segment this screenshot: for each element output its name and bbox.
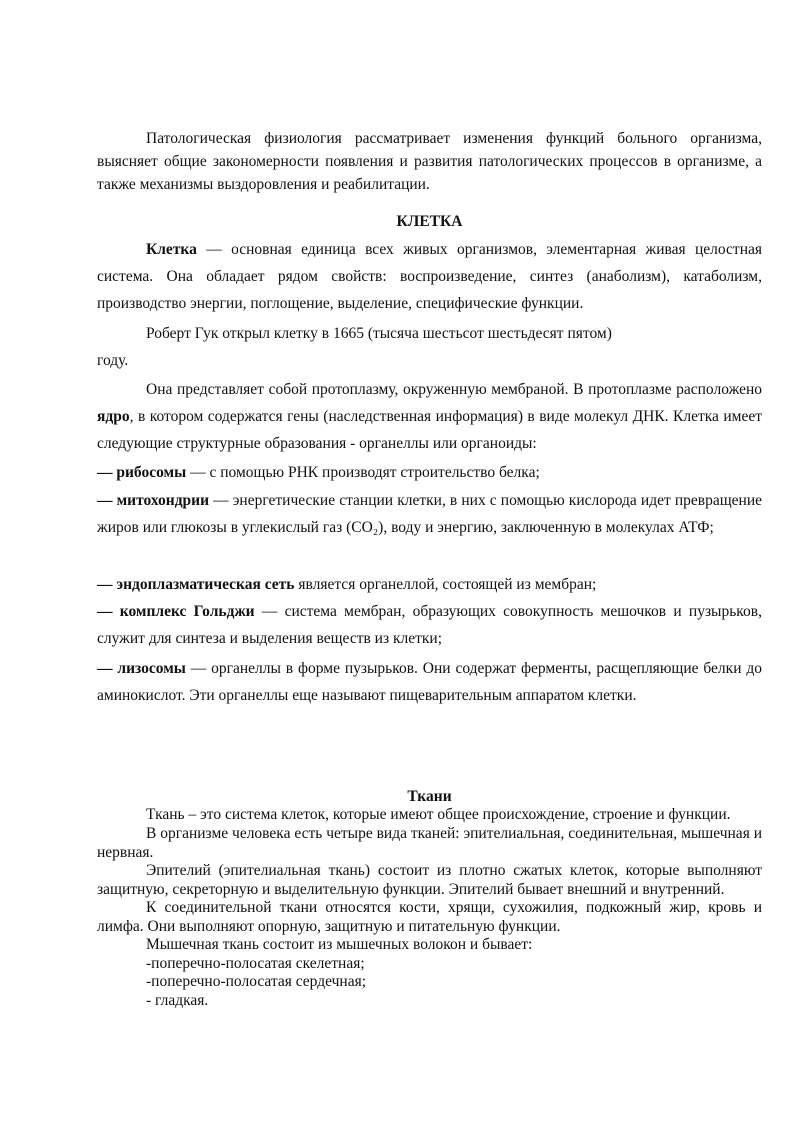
tissue-paragraph-2: В организме человека есть четыре вида тканей: эпителиальная, соединительная, мышечная и нервная. (97, 825, 762, 861)
tissue-paragraph-3: Эпителий (эпителиальная ткань) состоит из плотно сжатых клеток, которые выполняют защитную, секреторную и выделительную функции. Эпителий бывает внешний и внутренний. (97, 862, 762, 898)
organelle-term: — митохондрии (97, 492, 210, 509)
organelle-term: — комплекс Гольджи (97, 603, 255, 620)
intro-paragraph: Патологическая физиология рассматривает изменения функций больного организма, выясняет общие закономерности появления и развития патологических процессов в организме, а также механизмы выздоровления и реабилитации. (97, 130, 762, 193)
protoplasm-text-b: , в котором содержатся гены (наследственная информация) в виде молекул ДНК. Клетка имеет следующие структурные образования - органеллы или органоиды: (97, 408, 762, 452)
tissue-paragraph-4: К соединительной ткани относятся кости, хрящи, сухожилия, подкожный жир, кровь и лимфа. Они выполняют опорную, защитную и питательную функции. (97, 899, 762, 935)
cell-definition-text: — основная единица всех живых организмов, элементарная живая целостная система. Она обладает рядом свойств: воспроизведение, синтез (анаболизм), катаболизм, производство энергии, поглощение, выделение, специфические функции. (97, 241, 762, 312)
cell-term: Клетка (146, 241, 197, 258)
organelle-term: — эндоплазматическая сеть (97, 576, 295, 593)
organelle-mitochondria (97, 487, 762, 541)
organelle-term: — лизосомы (97, 660, 186, 677)
organelle-text: — с помощью РНК производят строительство белка; (186, 464, 540, 481)
tissue-paragraph-5: Мышечная ткань состоит из мышечных волокон и бывает: (146, 936, 533, 953)
muscle-type-list-item: -поперечно-полосатая сердечная; (146, 973, 367, 990)
organelle-text: — система мембран, образующих совокупность мешочков и пузырьков, служит для синтеза и выделения веществ из клетки; (97, 603, 762, 647)
muscle-type-list-item: - гладкая. (146, 992, 209, 1009)
organelle-text: является органеллой, состоящей из мембран; (294, 576, 597, 593)
organelle-golgi (97, 598, 762, 652)
hooke-tail: году. (97, 352, 129, 369)
muscle-type-list-item: -поперечно-полосатая скелетная; (146, 955, 365, 972)
organelle-term: — рибосомы (97, 464, 187, 481)
protoplasm-paragraph (97, 376, 762, 457)
organelle-text: — энергетические станции клетки, в них с помощью кислорода идет превращение жиров или глюкозы в углекислый газ (CO₂), воду и энергию, заключенную в молекулах АТФ; (97, 492, 762, 536)
organelle-lysosomes (97, 655, 762, 709)
protoplasm-text-a: Она представляет собой протоплазму, окруженную мембраной. В протоплазме расположено (146, 381, 762, 398)
organelle-ribosomes (97, 459, 762, 486)
organelle-text: — органеллы в форме пузырьков. Они содержат ферменты, расщепляющие белки до аминокислот. Эти органеллы еще называют пищеварительным аппаратом клетки. (97, 660, 763, 704)
tissue-paragraph-1: Ткань – это система клеток, которые имеют общее происхождение, строение и функции. (146, 806, 731, 823)
organelle-er (97, 571, 762, 598)
cell-heading: КЛЕТКА (396, 213, 463, 230)
tissue-heading: Ткани (407, 788, 452, 805)
cell-definition-paragraph (97, 236, 762, 317)
nucleus-term: ядро (97, 408, 130, 425)
hooke-line: Роберт Гук открыл клетку в 1665 (тысяча шестьсот шестьдесят пятом) (146, 325, 612, 342)
